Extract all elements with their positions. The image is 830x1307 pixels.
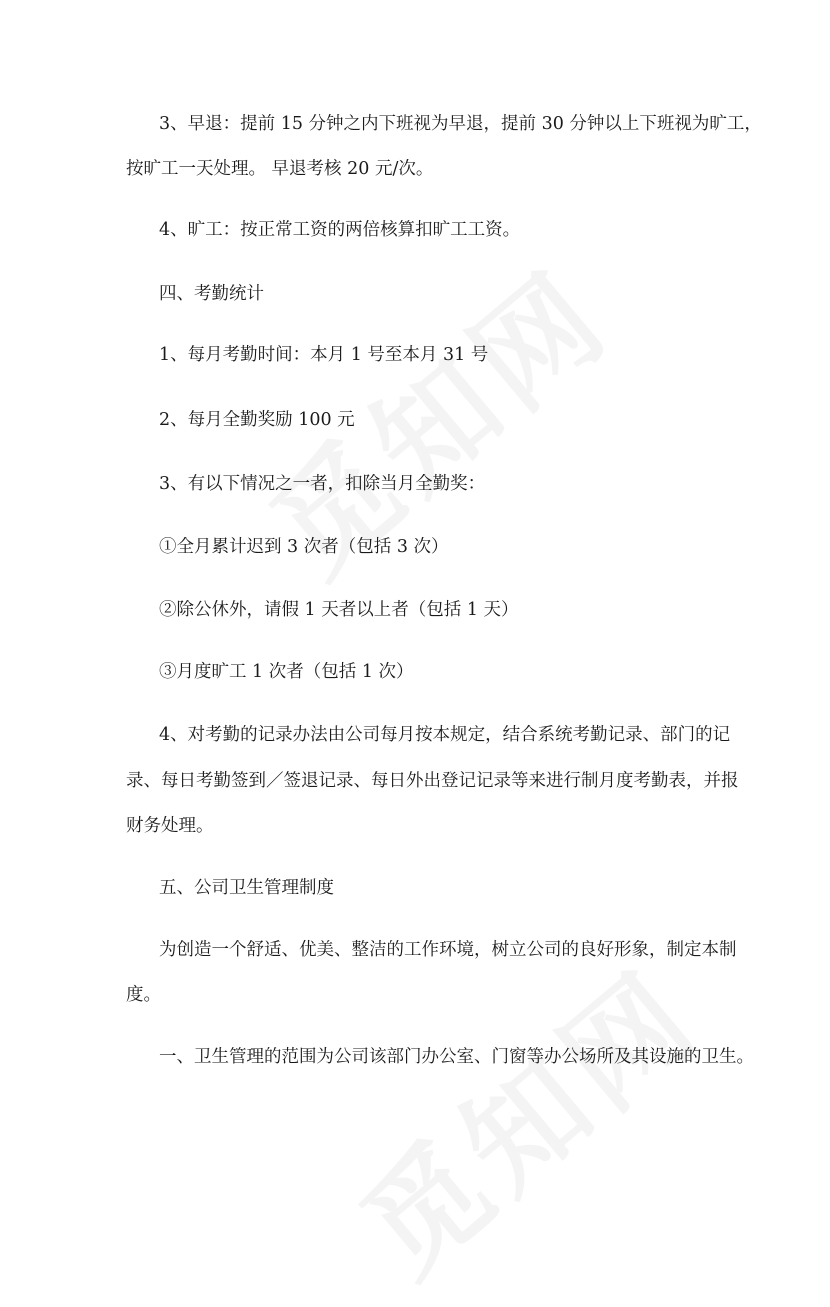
paragraph-line: 4、对考勤的记录办法由公司每月按本规定，结合系统考勤记录、部门的记 [159,725,731,745]
paragraph-line: 3、早退：提前 15 分钟之内下班视为早退，提前 30 分钟以上下班视为旷工， [159,114,762,134]
paragraph-line: 2、每月全勤奖励 100 元 [159,410,355,430]
list-item: ②除公休外，请假 1 天者以上者（包括 1 天） [159,600,519,620]
list-item: ③月度旷工 1 次者（包括 1 次） [159,662,414,682]
paragraph-line: 为创造一个舒适、优美、整洁的工作环境，树立公司的良好形象，制定本制 [159,940,737,960]
paragraph-line: 按旷工一天处理。 早退考核 20 元/次。 [126,159,434,179]
paragraph-line: 度。 [126,985,161,1005]
section-heading: 五、公司卫生管理制度 [159,878,334,898]
paragraph-line: 3、有以下情况之一者，扣除当月全勤奖： [159,474,486,494]
paragraph-line: 一、卫生管理的范围为公司该部门办公室、门窗等办公场所及其设施的卫生。 [159,1047,754,1067]
list-item: ①全月累计迟到 3 次者（包括 3 次） [159,537,449,557]
paragraph-line: 录、每日考勤签到／签退记录、每日外出登记记录等来进行制月度考勤表，并报 [126,771,739,791]
paragraph-line: 1、每月考勤时间：本月 1 号至本月 31 号 [159,345,489,365]
paragraph-line: 4、旷工：按正常工资的两倍核算扣旷工工资。 [159,220,521,240]
paragraph-line: 财务处理。 [126,816,214,836]
section-heading: 四、考勤统计 [159,284,264,304]
